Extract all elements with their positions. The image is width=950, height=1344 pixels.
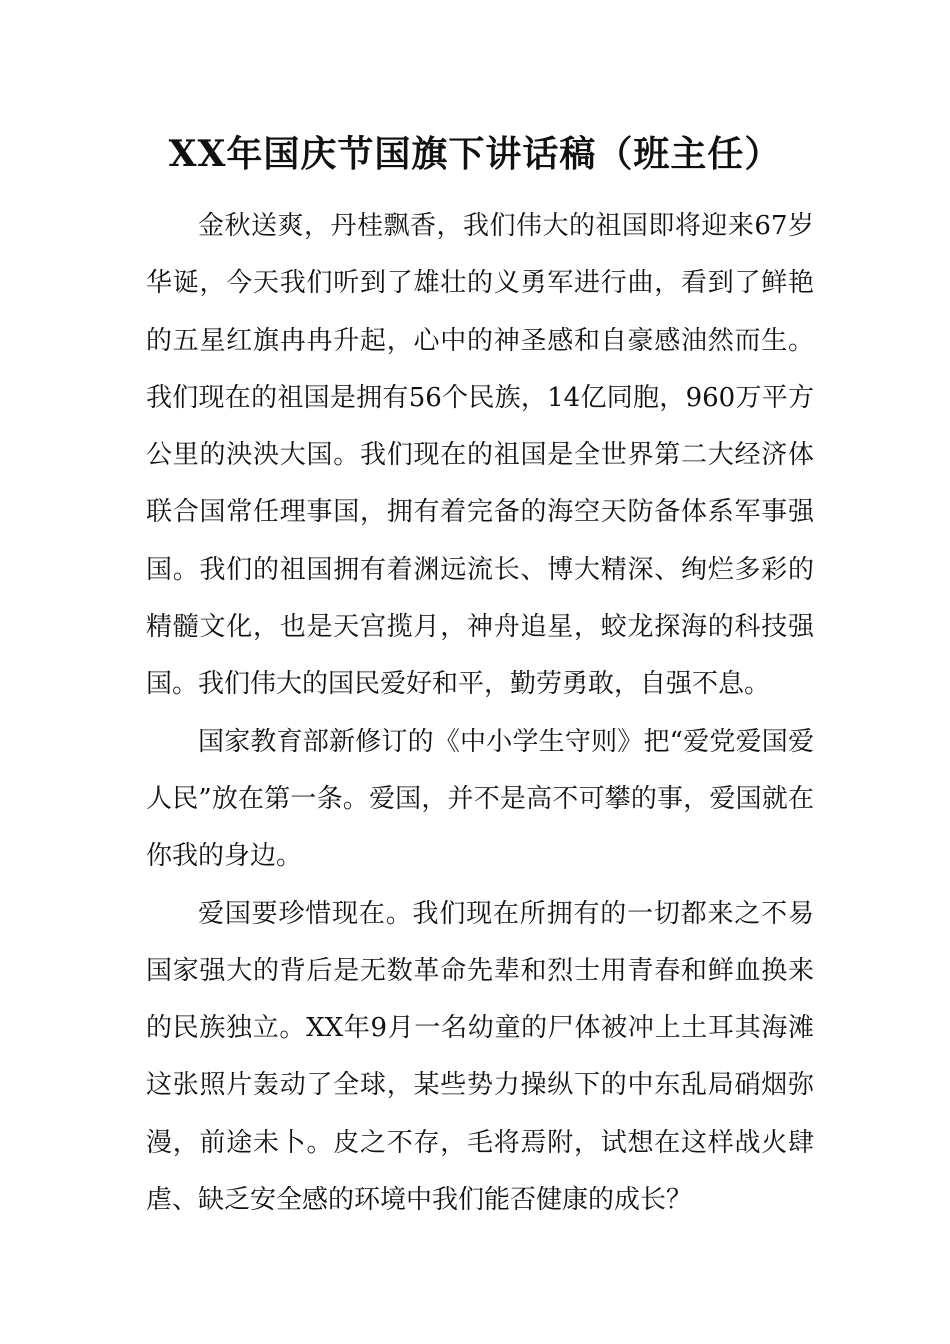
document-body: [146, 198, 814, 1229]
paragraph-2: 国家教育部新修订的《中小学生守则》把“爱党爱国爱人民”放在第一条。爱国，并不是高不可攀的事，爱国就在你我的身边。: [146, 726, 814, 872]
paragraph-3: 爱国要珍惜现在。我们现在所拥有的一切都来之不易国家强大的背后是无数革命先辈和烈士用青春和鲜血换来的民族独立。XX年9月一名幼童的尸体被冲上土耳其海滩这张照片轰动了全球，某些势力操纵下的中东乱局硝烟弥漫，前途未卜。皮之不存，毛将焉附，试想在这样战火肆虐、缺乏安全感的环境中我们能否健康的成长？: [146, 898, 814, 1216]
paragraph-1: 金秋送爽，丹桂飘香，我们伟大的祖国即将迎来67岁华诞，今天我们听到了雄壮的义勇军进行曲，看到了鲜艳的五星红旗冉冉升起，心中的神圣感和自豪感油然而生。我们现在的祖国是拥有56个民族，14亿同胞，960万平方公里的泱泱大国。我们现在的祖国是全世界第二大经济体联合国常任理事国，拥有着完备的海空天防备体系军事强国。我们的祖国拥有着渊远流长、博大精深、绚烂多彩的精髓文化，也是天宫揽月，神舟追星，蛟龙探海的科技强国。我们伟大的国民爱好和平，勤劳勇敢，自强不息。: [146, 211, 814, 700]
document-title: XX年国庆节国旗下讲话稿（班主任）: [168, 133, 782, 175]
